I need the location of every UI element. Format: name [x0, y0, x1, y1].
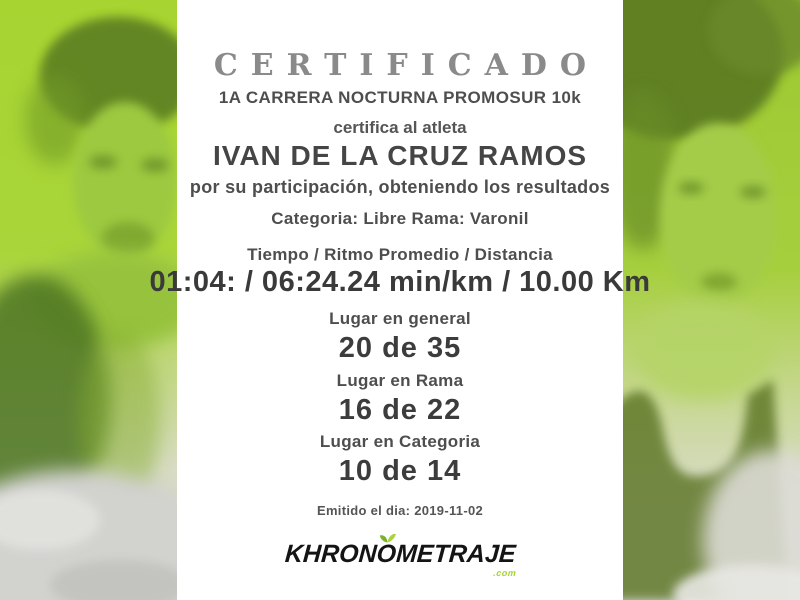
certifies-label: certifica al atleta	[333, 118, 467, 137]
category-line: Categoria: Libre Rama: Varonil	[271, 209, 529, 228]
event-name: 1A CARRERA NOCTURNA PROMOSUR 10k	[218, 88, 582, 107]
logo-wordmark	[283, 540, 517, 578]
certificate-title: CERTIFICADO	[213, 48, 600, 83]
participation-text: por su participación, obteniendo los resultados	[189, 177, 611, 197]
logo-part2: METRAJE	[394, 540, 517, 568]
placing-gender-value: 16 de 22	[338, 394, 462, 426]
placing-gender-label: Lugar en Rama	[336, 371, 464, 390]
metrics-label: Tiempo / Ritmo Promedio / Distancia	[247, 245, 553, 264]
logo-com-suffix: .com	[492, 568, 517, 578]
issued-date: Emitido el dia: 2019-11-02	[316, 503, 484, 518]
sprout-icon	[378, 532, 396, 543]
logo-part1: KHRON	[283, 540, 378, 568]
placing-overall-value: 20 de 35	[338, 332, 462, 364]
placing-category-value: 10 de 14	[338, 455, 462, 487]
placing-category-label: Lugar en Categoria	[319, 432, 481, 451]
khronometraje-logo	[0, 540, 800, 578]
placing-overall-label: Lugar en general	[329, 309, 471, 328]
logo-letter-o: O	[375, 540, 396, 569]
metrics-value: 01:04: / 06:24.24 min/km / 10.00 Km	[149, 266, 651, 298]
athlete-name: IVAN DE LA CRUZ RAMOS	[212, 140, 588, 171]
